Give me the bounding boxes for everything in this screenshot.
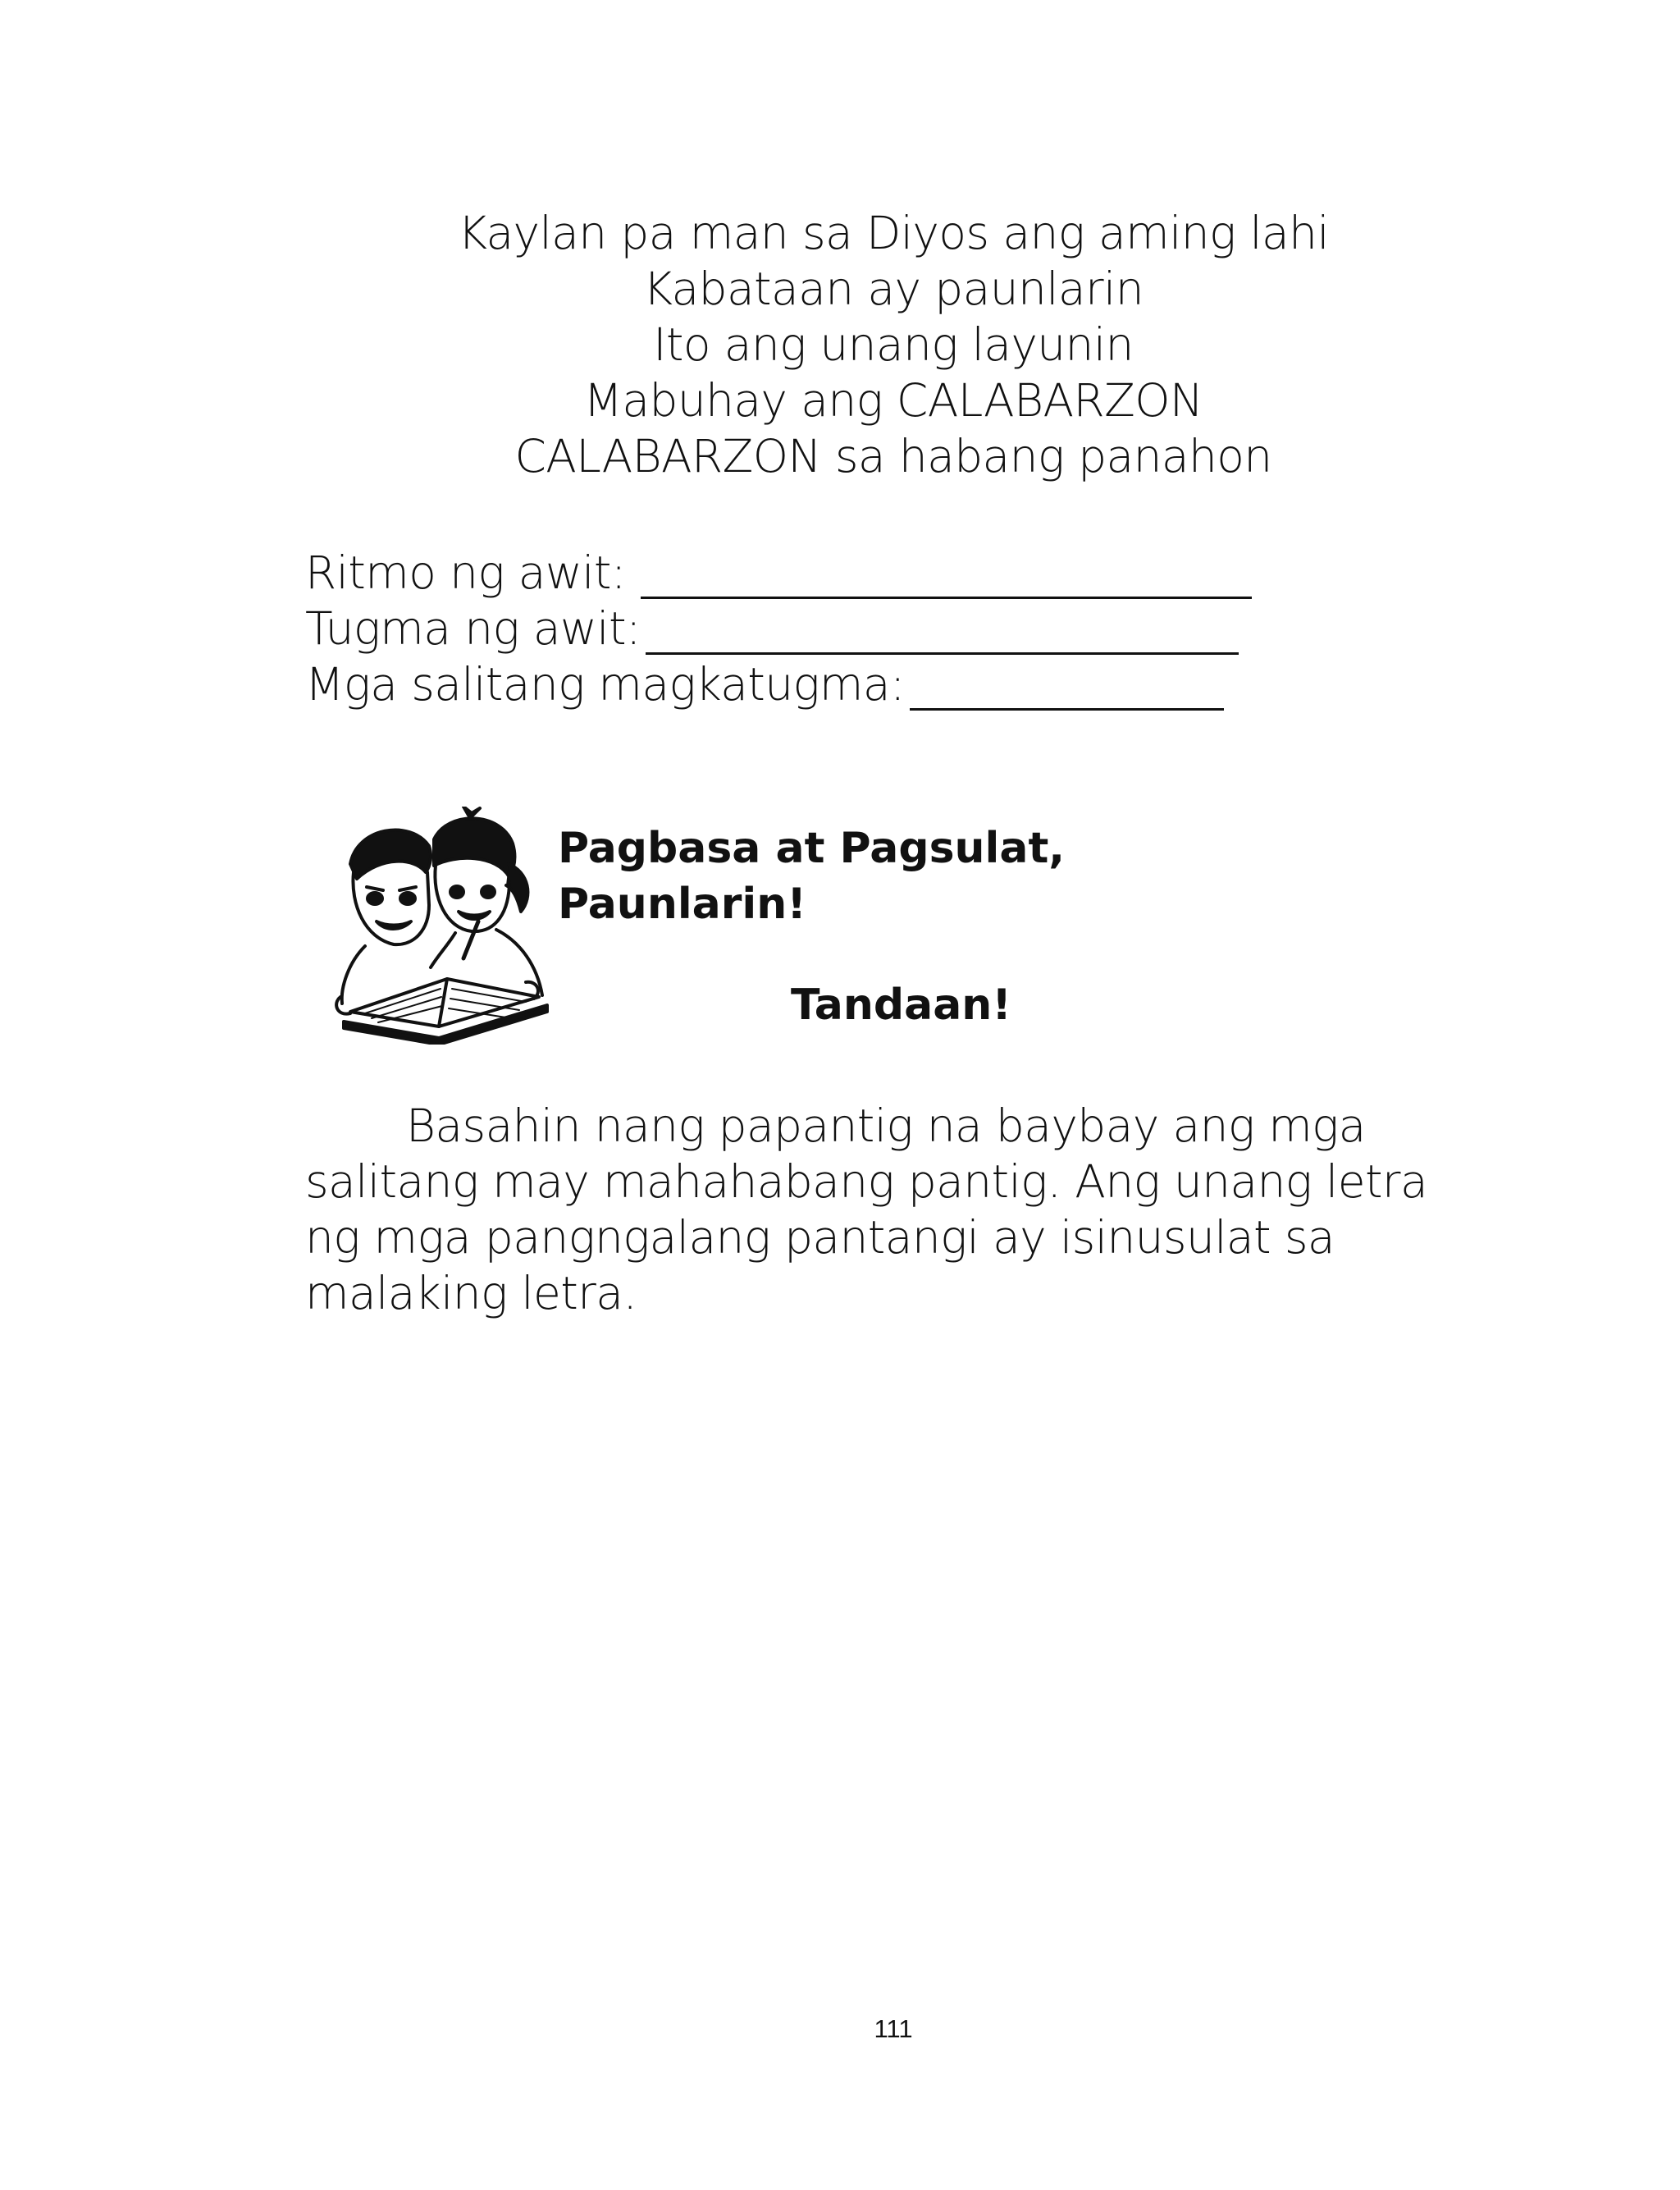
answer-blank-rhyme[interactable] [646,610,1239,655]
answer-blank-rhyming-words[interactable] [910,665,1224,711]
question-label: Tugma ng awit: [305,602,641,655]
paragraph-line: ng mga pangngalang pantangi ay isinusulat sa [305,1211,1335,1264]
song-line: Kabataan ay paunlarin [643,263,1144,315]
paragraph-line: malaking letra. [305,1267,637,1319]
question-rhythm [305,543,1252,599]
section-title-line: Paunlarin! [558,880,806,929]
reminder-paragraph [305,1098,1427,1321]
paragraph-line: salitang may mahahabang pantig. Ang unang letra [305,1155,1428,1208]
song-line: CALABARZON sa habang panahon [514,430,1272,482]
song-line: Mabuhay ang CALABARZON [583,374,1203,427]
paragraph-line: Basahin nang papantig na baybay ang mga [406,1100,1366,1152]
song-line: Kaylan pa man sa Diyos ang aming lahi [457,207,1330,259]
song-lyrics [0,205,1680,484]
song-questions [305,543,1252,711]
remember-heading: Tandaan! [791,981,1012,1030]
page-number: 111 [874,2014,913,2043]
question-label: Mga salitang magkatugma: [305,658,905,711]
section-title [558,821,1065,932]
children-reading-illustration [332,807,570,1045]
question-label: Ritmo ng awit: [305,546,626,599]
section-title-line: Pagbasa at Pagsulat, [558,824,1066,873]
song-line: Ito ang unang layunin [653,318,1134,371]
question-rhyming-words [305,655,1252,711]
answer-blank-rhythm[interactable] [641,554,1252,599]
question-rhyme [305,599,1252,655]
